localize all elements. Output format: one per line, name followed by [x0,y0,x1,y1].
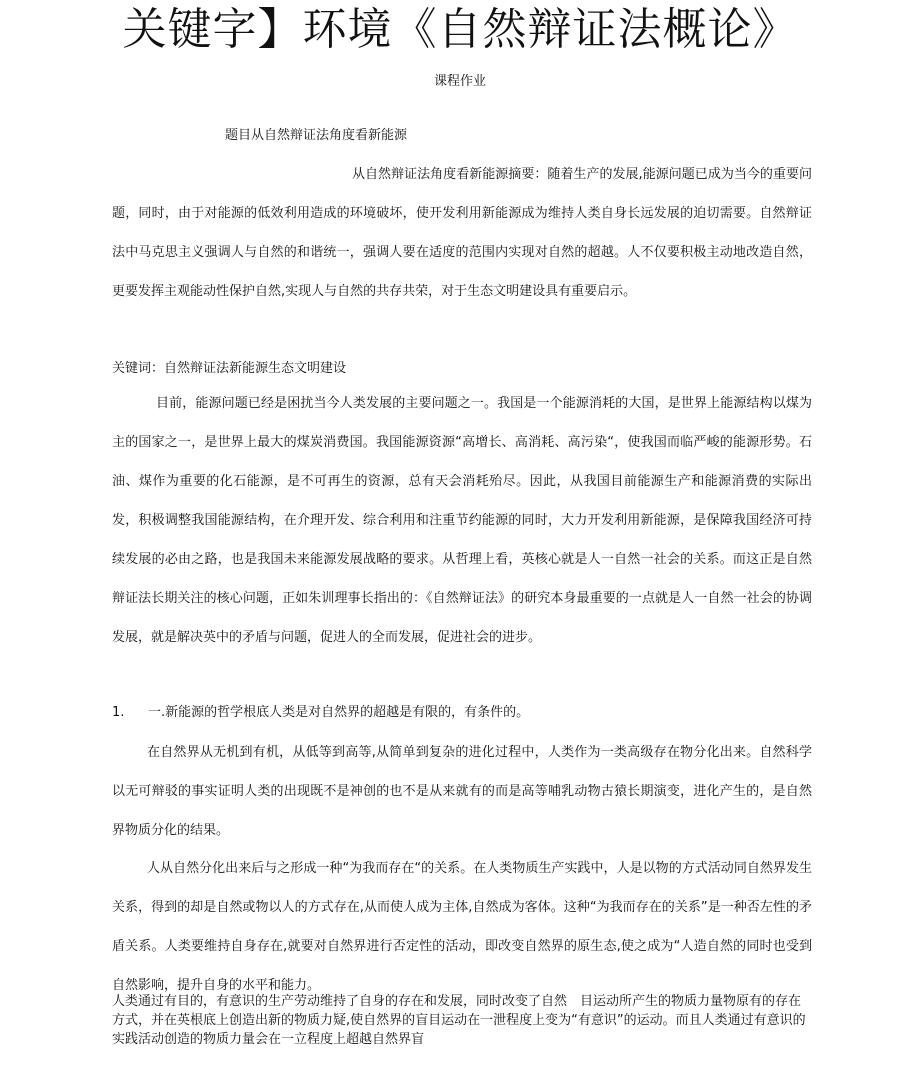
section-heading [112,700,812,726]
keywords-line: 关键词：自然辩证法新能源生态文明建设 [112,361,347,376]
section-heading-text: 一.新能源的哲学根底人类是对自然界的超越是有限的，有条件的。 [148,705,530,720]
body-paragraph-evolution: 在自然界从无机到有机，从低等到高等,从简单到复杂的进化过程中，人类作为一类高级存在物分化出来。自然科学以无可辩驳的事实证明人类的出现既不是神创的也不是从来就有的而是高等哺乳动物古猿长期演变，进化产生的，是自然界物质分化的结果。 [112,745,812,838]
section-number: 1. [112,705,125,720]
document-title: 关键字】环境《自然辩证法概论》 [122,4,798,55]
document-subtitle: 课程作业 [433,74,486,89]
body-paragraph-tail: 人类通过有目的，有意识的生产劳动维持了自身的存在和发展，同时改变了自然 目运动所产生的物质力量物原有的存在方式，并在英根底上创造出新的物质力疑,使自然界的盲目运动在一泄程度上变为“有意识”的运动。而且人类通过有意识的实践活动创造的物质力量会在一立程度上超越自然界盲 [112,994,806,1047]
intro-paragraph: 目前，能源问题已经是困扰当今人类发展的主要问题之一。我国是一个能源消耗的大国，是世界上能源结构以煤为主的国家之一，是世界上最大的煤炭消费国。我国能源资源“高增长、高消耗、高污染“，使我国而临严峻的能源形势。石油、煤作为重要的化石能源，是不可再生的资源，总有天会消耗殆尽。因此，从我国目前能源生产和能源消费的实际出发，积极调整我国能源结构，在介理开发、综合利用和注重节约能源的同时，大力开发利用新能源，是保障我国经济可持续发展的必由之路，也是我国未来能源发展战略的要求。从哲理上看，英核心就是人一自然一社会的关系。而这正是自然辩证法长期关注的核心问题，正如朱训理事长指出的：《自然辩证法》的研究本身最重要的一点就是人一自然一社会的协调发展，就是解决英中的矛盾与问题，促进人的全而发展，促进社会的进步。 [112,396,812,645]
body-paragraph-relationship: 人从自然分化出来后与之形成一种“为我而存在“的关系。在人类物质生产实践中，人是以物的方式活动同自然界发生关系，得到的却是自然或物以人的方式存在,从而使人成为主体,自然成为客体。这种“为我而存在的关系”是一种否左性的矛盾关系。人类要维持自身存在,就要对自然界进行否定性的活动，即改变自然界的原生态,使之成为“人造自然的同时也受到自然影响，提升自身的水平和能力。 [112,861,812,993]
topic-line: 题目从自然辩证法角度看新能源 [225,128,408,143]
abstract-paragraph: 从自然辩证法角度看新能源摘要：随着生产的发展,能源问题已成为当今的重要问题，同时，由于对能源的低效利用造成的环境破坏，使开发利用新能源成为维持人类自身长远发展的迫切需要。自然辩证法中马克思主义强调人与自然的和谐统一，强调人要在适度的范围内实现对自然的超越。人不仅要积极主动地改造自然，更要发挥主观能动性保护自然,实现人与自然的共存共荣，对于生态文明建设具有重要启示。 [112,167,812,299]
